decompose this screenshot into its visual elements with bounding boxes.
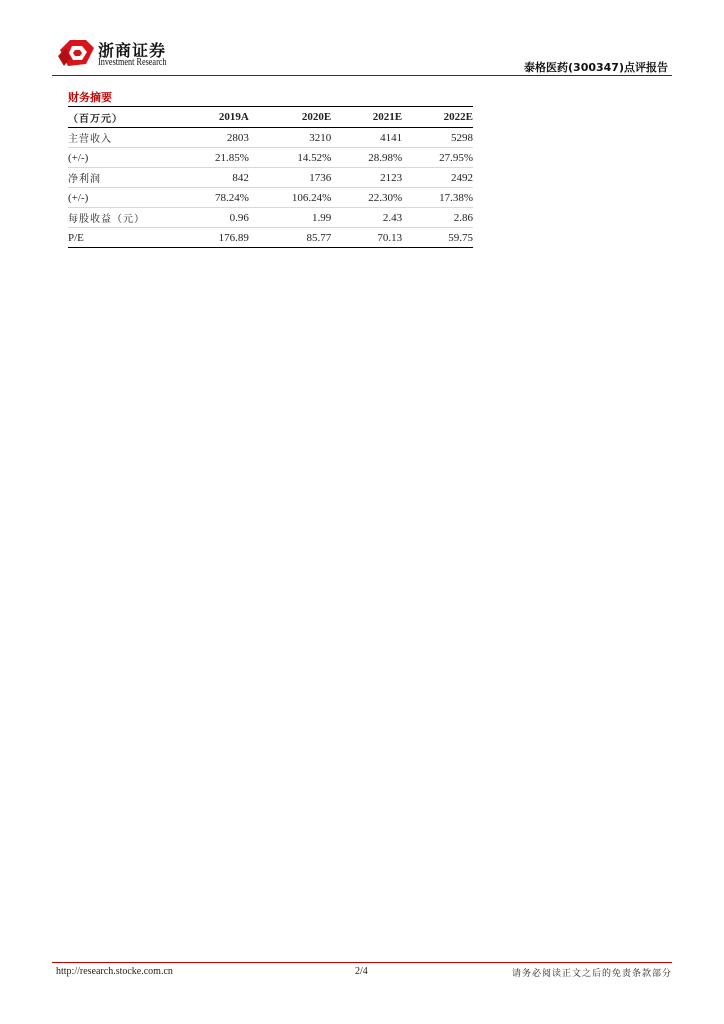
table-cell: 4141 (331, 128, 402, 148)
table-cell: 0.96 (178, 208, 249, 228)
company-logo-icon (56, 36, 96, 70)
table-row (68, 148, 473, 168)
column-header-unit: （百万元） (68, 107, 178, 128)
table-cell: 27.95% (402, 148, 473, 168)
table-row (68, 228, 473, 248)
column-header-2021e: 2021E (331, 107, 402, 128)
row-label: 每股收益（元） (68, 208, 178, 228)
header-divider (52, 75, 672, 76)
brand-name-en: Investment Research (98, 57, 167, 68)
row-label: (+/-) (68, 188, 178, 208)
table-header-row (68, 107, 473, 128)
table-cell: 2.86 (402, 208, 473, 228)
row-label: 净利润 (68, 168, 178, 188)
table-cell: 2803 (178, 128, 249, 148)
section-title: 财务摘要 (68, 91, 112, 104)
table-cell: 59.75 (402, 228, 473, 248)
row-label: P/E (68, 228, 178, 248)
report-title: 泰格医药(300347)点评报告 (524, 61, 668, 74)
table-cell: 842 (178, 168, 249, 188)
row-label: (+/-) (68, 148, 178, 168)
table-cell: 2.43 (331, 208, 402, 228)
disclaimer-notice: 请务必阅读正文之后的免责条款部分 (511, 969, 672, 979)
table-row (68, 208, 473, 228)
column-header-2020e: 2020E (249, 107, 331, 128)
table-cell: 21.85% (178, 148, 249, 168)
page-header (0, 0, 724, 80)
footer-divider (52, 962, 672, 963)
table-cell: 176.89 (178, 228, 249, 248)
row-label: 主营收入 (68, 128, 178, 148)
table-cell: 106.24% (249, 188, 331, 208)
table-cell: 3210 (249, 128, 331, 148)
brand-name-cn: 浙商证券 (98, 41, 167, 60)
table-cell: 85.77 (249, 228, 331, 248)
table-cell: 17.38% (402, 188, 473, 208)
table-cell: 70.13 (331, 228, 402, 248)
table-cell: 78.24% (178, 188, 249, 208)
table-cell: 28.98% (331, 148, 402, 168)
table-cell: 22.30% (331, 188, 402, 208)
table-row (68, 188, 473, 208)
table-row (68, 168, 473, 188)
column-header-2022e: 2022E (402, 107, 473, 128)
table-row (68, 128, 473, 148)
table-cell: 1736 (249, 168, 331, 188)
financial-summary-table (68, 106, 473, 248)
page-number: 2/4 (355, 966, 368, 977)
table-cell: 2492 (402, 168, 473, 188)
table-cell: 1.99 (249, 208, 331, 228)
footer-website-link[interactable]: http://research.stocke.com.cn (56, 966, 173, 977)
column-header-2019a: 2019A (178, 107, 249, 128)
table-cell: 14.52% (249, 148, 331, 168)
table-cell: 5298 (402, 128, 473, 148)
table-cell: 2123 (331, 168, 402, 188)
